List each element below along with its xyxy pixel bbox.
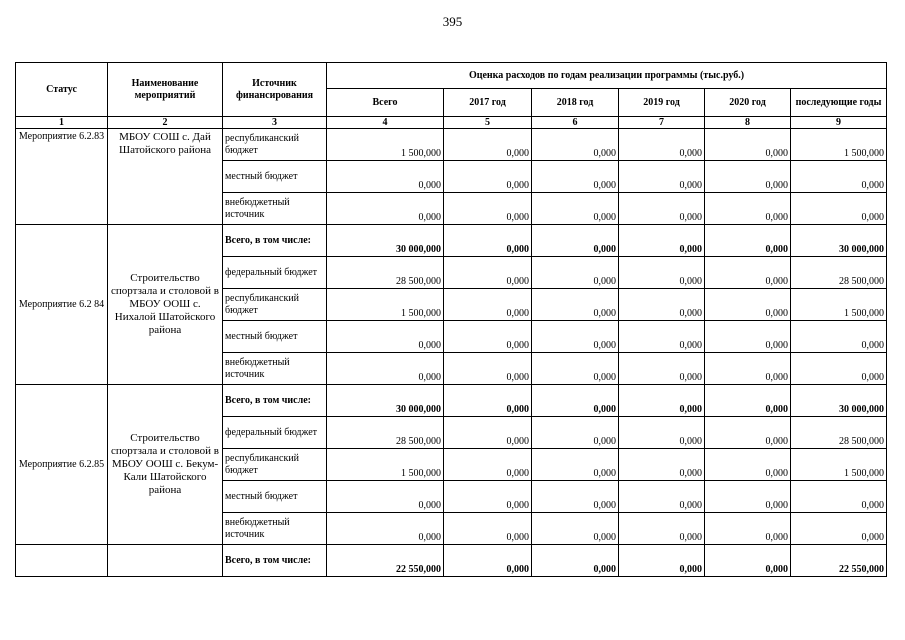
amount-cell: 0,000 bbox=[444, 161, 532, 193]
amount-cell: 0,000 bbox=[619, 417, 705, 449]
table-row bbox=[16, 129, 887, 161]
amount-cell: 30 000,000 bbox=[327, 385, 444, 417]
amount-cell: 0,000 bbox=[532, 225, 619, 257]
amount-cell: 0,000 bbox=[705, 129, 791, 161]
amount-cell: 0,000 bbox=[619, 257, 705, 289]
funding-source-cell: внебюджетный источник bbox=[223, 193, 327, 225]
amount-cell: 0,000 bbox=[619, 545, 705, 577]
amount-cell: 0,000 bbox=[444, 513, 532, 545]
event-name-cell: МБОУ СОШ с. Дай Шатойского района bbox=[108, 129, 223, 225]
column-number: 2 bbox=[108, 117, 223, 129]
amount-cell: 0,000 bbox=[532, 161, 619, 193]
column-number: 1 bbox=[16, 117, 108, 129]
header-year: 2018 год bbox=[532, 89, 619, 117]
amount-cell: 0,000 bbox=[327, 193, 444, 225]
column-number: 7 bbox=[619, 117, 705, 129]
amount-cell: 0,000 bbox=[705, 161, 791, 193]
amount-cell: 1 500,000 bbox=[791, 289, 887, 321]
status-cell: Мероприятие 6.2.85 bbox=[16, 385, 108, 545]
amount-cell: 0,000 bbox=[327, 481, 444, 513]
event-name-cell: Строительство спортзала и столовой в МБОУ ООШ с. Бекум-Кали Шатойского района bbox=[108, 385, 223, 545]
amount-cell: 28 500,000 bbox=[327, 417, 444, 449]
table-row bbox=[16, 545, 887, 577]
amount-cell: 0,000 bbox=[532, 353, 619, 385]
header-year: Всего bbox=[327, 89, 444, 117]
event-name-cell: Строительство спортзала и столовой в МБОУ ООШ с. Нихалой Шатойского района bbox=[108, 225, 223, 385]
amount-cell: 0,000 bbox=[619, 321, 705, 353]
amount-cell: 0,000 bbox=[791, 321, 887, 353]
budget-table bbox=[15, 62, 887, 577]
amount-cell: 0,000 bbox=[444, 321, 532, 353]
amount-cell: 0,000 bbox=[619, 161, 705, 193]
amount-cell: 0,000 bbox=[532, 385, 619, 417]
amount-cell: 0,000 bbox=[444, 289, 532, 321]
funding-source-cell: Всего, в том числе: bbox=[223, 225, 327, 257]
amount-cell: 0,000 bbox=[532, 545, 619, 577]
amount-cell: 0,000 bbox=[705, 321, 791, 353]
funding-source-cell: федеральный бюджет bbox=[223, 257, 327, 289]
amount-cell: 0,000 bbox=[532, 257, 619, 289]
funding-source-cell: республиканский бюджет bbox=[223, 289, 327, 321]
funding-source-cell: внебюджетный источник bbox=[223, 353, 327, 385]
amount-cell: 1 500,000 bbox=[327, 129, 444, 161]
amount-cell: 0,000 bbox=[327, 513, 444, 545]
amount-cell: 0,000 bbox=[444, 385, 532, 417]
funding-source-cell: федеральный бюджет bbox=[223, 417, 327, 449]
funding-source-cell: Всего, в том числе: bbox=[223, 545, 327, 577]
amount-cell: 28 500,000 bbox=[791, 417, 887, 449]
amount-cell: 0,000 bbox=[705, 513, 791, 545]
column-number: 9 bbox=[791, 117, 887, 129]
amount-cell: 0,000 bbox=[791, 193, 887, 225]
amount-cell: 30 000,000 bbox=[791, 385, 887, 417]
amount-cell: 0,000 bbox=[444, 225, 532, 257]
funding-source-cell: республиканский бюджет bbox=[223, 449, 327, 481]
funding-source-cell: местный бюджет bbox=[223, 321, 327, 353]
column-number: 4 bbox=[327, 117, 444, 129]
column-number: 3 bbox=[223, 117, 327, 129]
amount-cell: 0,000 bbox=[532, 449, 619, 481]
amount-cell: 0,000 bbox=[444, 257, 532, 289]
page-number: 395 bbox=[442, 14, 463, 29]
amount-cell: 0,000 bbox=[619, 225, 705, 257]
amount-cell: 0,000 bbox=[619, 449, 705, 481]
amount-cell: 0,000 bbox=[619, 385, 705, 417]
amount-cell: 0,000 bbox=[327, 353, 444, 385]
amount-cell: 0,000 bbox=[705, 449, 791, 481]
table-row bbox=[16, 385, 887, 417]
amount-cell: 22 550,000 bbox=[327, 545, 444, 577]
amount-cell: 0,000 bbox=[791, 161, 887, 193]
amount-cell: 0,000 bbox=[705, 353, 791, 385]
amount-cell: 0,000 bbox=[705, 193, 791, 225]
amount-cell: 30 000,000 bbox=[791, 225, 887, 257]
amount-cell: 0,000 bbox=[705, 257, 791, 289]
header-year: последующие годы bbox=[791, 89, 887, 117]
amount-cell: 0,000 bbox=[532, 481, 619, 513]
amount-cell: 0,000 bbox=[444, 193, 532, 225]
column-number: 8 bbox=[705, 117, 791, 129]
amount-cell: 0,000 bbox=[444, 353, 532, 385]
amount-cell: 22 550,000 bbox=[791, 545, 887, 577]
amount-cell: 0,000 bbox=[327, 321, 444, 353]
amount-cell: 0,000 bbox=[619, 481, 705, 513]
status-cell bbox=[16, 545, 108, 577]
table-body bbox=[16, 129, 887, 577]
header-year: 2020 год bbox=[705, 89, 791, 117]
status-cell: Мероприятие 6.2.83 bbox=[16, 129, 108, 225]
amount-cell: 0,000 bbox=[532, 417, 619, 449]
event-name-cell bbox=[108, 545, 223, 577]
amount-cell: 0,000 bbox=[532, 321, 619, 353]
amount-cell: 0,000 bbox=[327, 161, 444, 193]
amount-cell: 0,000 bbox=[532, 513, 619, 545]
amount-cell: 0,000 bbox=[705, 481, 791, 513]
amount-cell: 0,000 bbox=[619, 353, 705, 385]
header-name: Наименование мероприятий bbox=[108, 63, 223, 117]
amount-cell: 0,000 bbox=[444, 545, 532, 577]
column-number: 6 bbox=[532, 117, 619, 129]
amount-cell: 0,000 bbox=[619, 289, 705, 321]
header-source: Источник финансирования bbox=[223, 63, 327, 117]
amount-cell: 0,000 bbox=[705, 545, 791, 577]
amount-cell: 0,000 bbox=[791, 353, 887, 385]
amount-cell: 0,000 bbox=[791, 513, 887, 545]
amount-cell: 0,000 bbox=[705, 417, 791, 449]
funding-source-cell: местный бюджет bbox=[223, 481, 327, 513]
amount-cell: 0,000 bbox=[705, 385, 791, 417]
amount-cell: 0,000 bbox=[444, 129, 532, 161]
column-number: 5 bbox=[444, 117, 532, 129]
amount-cell: 1 500,000 bbox=[327, 289, 444, 321]
amount-cell: 28 500,000 bbox=[327, 257, 444, 289]
amount-cell: 28 500,000 bbox=[791, 257, 887, 289]
amount-cell: 0,000 bbox=[444, 481, 532, 513]
amount-cell: 0,000 bbox=[619, 129, 705, 161]
amount-cell: 0,000 bbox=[532, 289, 619, 321]
header-year: 2017 год bbox=[444, 89, 532, 117]
funding-source-cell: внебюджетный источник bbox=[223, 513, 327, 545]
amount-cell: 0,000 bbox=[791, 481, 887, 513]
amount-cell: 1 500,000 bbox=[791, 449, 887, 481]
amount-cell: 0,000 bbox=[619, 193, 705, 225]
funding-source-cell: Всего, в том числе: bbox=[223, 385, 327, 417]
status-cell: Мероприятие 6.2 84 bbox=[16, 225, 108, 385]
amount-cell: 0,000 bbox=[444, 417, 532, 449]
funding-source-cell: местный бюджет bbox=[223, 161, 327, 193]
amount-cell: 30 000,000 bbox=[327, 225, 444, 257]
header-estimate: Оценка расходов по годам реализации программы (тыс.руб.) bbox=[327, 63, 887, 89]
column-numbers-row bbox=[16, 117, 887, 129]
funding-source-cell: республиканский бюджет bbox=[223, 129, 327, 161]
amount-cell: 1 500,000 bbox=[327, 449, 444, 481]
amount-cell: 0,000 bbox=[444, 449, 532, 481]
header-year: 2019 год bbox=[619, 89, 705, 117]
header-status: Статус bbox=[16, 63, 108, 117]
amount-cell: 0,000 bbox=[532, 193, 619, 225]
amount-cell: 0,000 bbox=[705, 225, 791, 257]
amount-cell: 0,000 bbox=[532, 129, 619, 161]
amount-cell: 1 500,000 bbox=[791, 129, 887, 161]
amount-cell: 0,000 bbox=[705, 289, 791, 321]
table-row bbox=[16, 225, 887, 257]
amount-cell: 0,000 bbox=[619, 513, 705, 545]
